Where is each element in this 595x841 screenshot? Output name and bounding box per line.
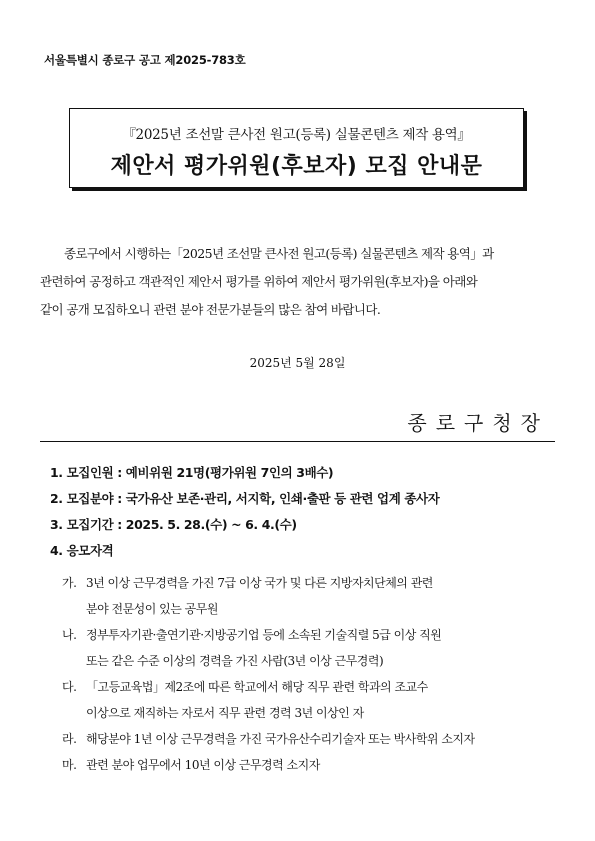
qualification-text: 「고등교육법」제2조에 따른 학교에서 해당 직무 관련 학과의 조교수	[86, 680, 428, 694]
qualification-text: 3년 이상 근무경력을 가진 7급 이상 국가 및 다른 지방자치단체의 관련	[86, 576, 433, 590]
intro-line: 종로구에서 시행하는「2025년 조선말 큰사전 원고(등록) 실물콘텐츠 제작 용역」과	[64, 246, 494, 261]
divider	[40, 441, 555, 442]
qualification-text: 관련 분야 업무에서 10년 이상 근무경력 소지자	[86, 758, 320, 772]
title-box	[69, 108, 524, 188]
qualification-item	[62, 622, 560, 674]
qualification-marker: 가.	[62, 576, 77, 590]
section-recruitment-field: 2. 모집분야 : 국가유산 보존·관리, 서지학, 인쇄·출판 등 관련 업계 종사자	[50, 491, 440, 506]
section-list	[50, 460, 560, 564]
qualification-text: 정부투자기관·출연기관·지방공기업 등에 소속된 기술직렬 5급 이상 직원	[86, 628, 442, 642]
section-qualifications: 4. 응모자격	[50, 543, 114, 558]
qualification-item	[62, 674, 560, 726]
qualification-item	[62, 726, 560, 752]
notice-number: 서울특별시 종로구 공고 제2025-783호	[44, 53, 246, 67]
qualification-text-cont: 또는 같은 수준 이상의 경력을 가진 사람(3년 이상 근무경력)	[86, 654, 384, 668]
qualification-marker: 마.	[62, 758, 77, 772]
notice-date: 2025년 5월 28일	[249, 356, 346, 370]
intro-line: 관련하여 공정하고 객관적인 제안서 평가를 위하여 제안서 평가위원(후보자)을 아래와	[40, 274, 478, 289]
qualification-marker: 라.	[62, 732, 77, 746]
qualification-item	[62, 570, 560, 622]
document-subtitle: 『2025년 조선말 큰사전 원고(등록) 실물콘텐츠 제작 용역』	[122, 127, 471, 143]
document-title: 제안서 평가위원(후보자) 모집 안내문	[110, 154, 483, 179]
qualification-list	[62, 570, 560, 778]
issuer-name: 종로구청장	[407, 411, 549, 435]
qualification-item	[62, 752, 560, 778]
intro-paragraph	[40, 240, 555, 324]
section-recruitment-period: 3. 모집기간 : 2025. 5. 28.(수) ~ 6. 4.(수)	[50, 517, 297, 532]
qualification-text-cont: 분야 전문성이 있는 공무원	[86, 602, 218, 616]
qualification-text: 해당분야 1년 이상 근무경력을 가진 국가유산수리기술자 또는 박사학위 소지자	[86, 732, 475, 746]
intro-line: 같이 공개 모집하오니 관련 분야 전문가분들의 많은 참여 바랍니다.	[40, 302, 381, 317]
qualification-text-cont: 이상으로 재직하는 자로서 직무 관련 경력 3년 이상인 자	[86, 706, 364, 720]
qualification-marker: 나.	[62, 628, 77, 642]
section-recruitment-count: 1. 모집인원 : 예비위원 21명(평가위원 7인의 3배수)	[50, 465, 334, 480]
qualification-marker: 다.	[62, 680, 77, 694]
